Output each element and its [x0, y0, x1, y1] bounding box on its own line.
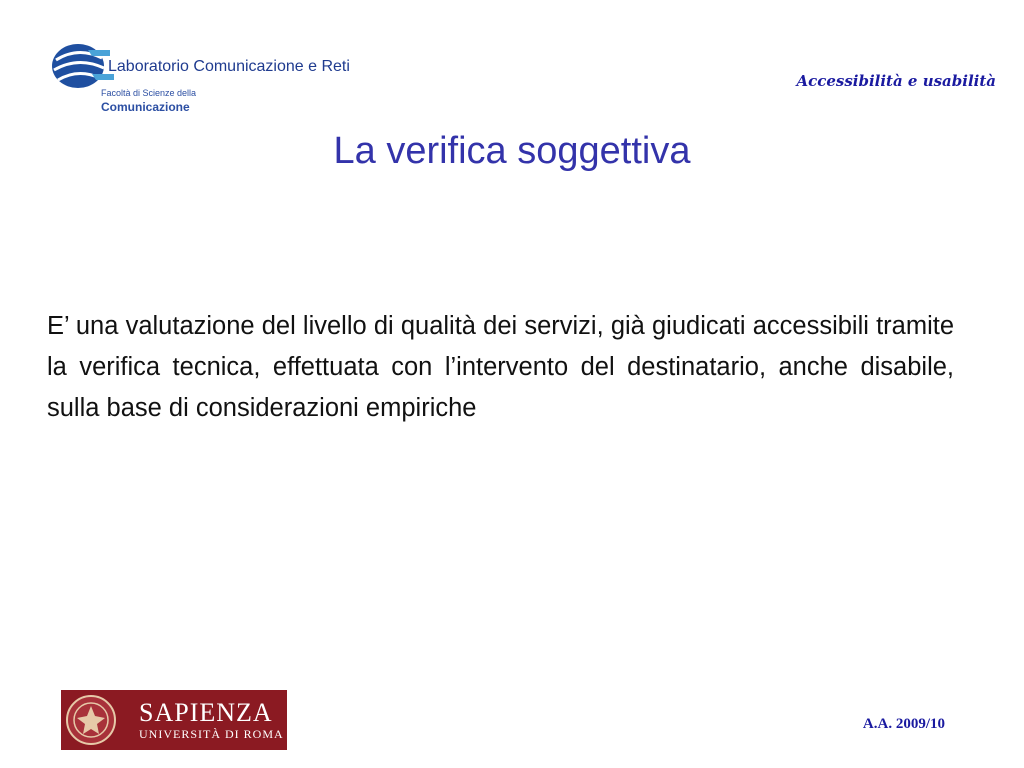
faculty-name-line2: Comunicazione [101, 100, 190, 114]
academic-year: A.A. 2009/10 [862, 716, 945, 732]
sapienza-seal-icon [65, 694, 117, 746]
sapienza-logo [61, 690, 287, 750]
slide-body-text: E’ una valutazione del livello di qualità dei servizi, già giudicati accessibili tramite la verifica tecnica, effettuata con l’intervento del destinatario, anche disabile, sulla base di considerazioni empiriche [47, 312, 954, 422]
faculty-name-line1: Facoltà di Scienze della [101, 88, 197, 98]
slide-title: La verifica soggettiva [333, 130, 691, 172]
course-title: Accessibilità e usabilità [796, 72, 996, 90]
university-subtitle: UNIVERSITÀ DI ROMA [139, 727, 284, 741]
university-name: SAPIENZA [139, 698, 273, 727]
lab-name: Laboratorio Comunicazione e Reti [108, 58, 350, 75]
